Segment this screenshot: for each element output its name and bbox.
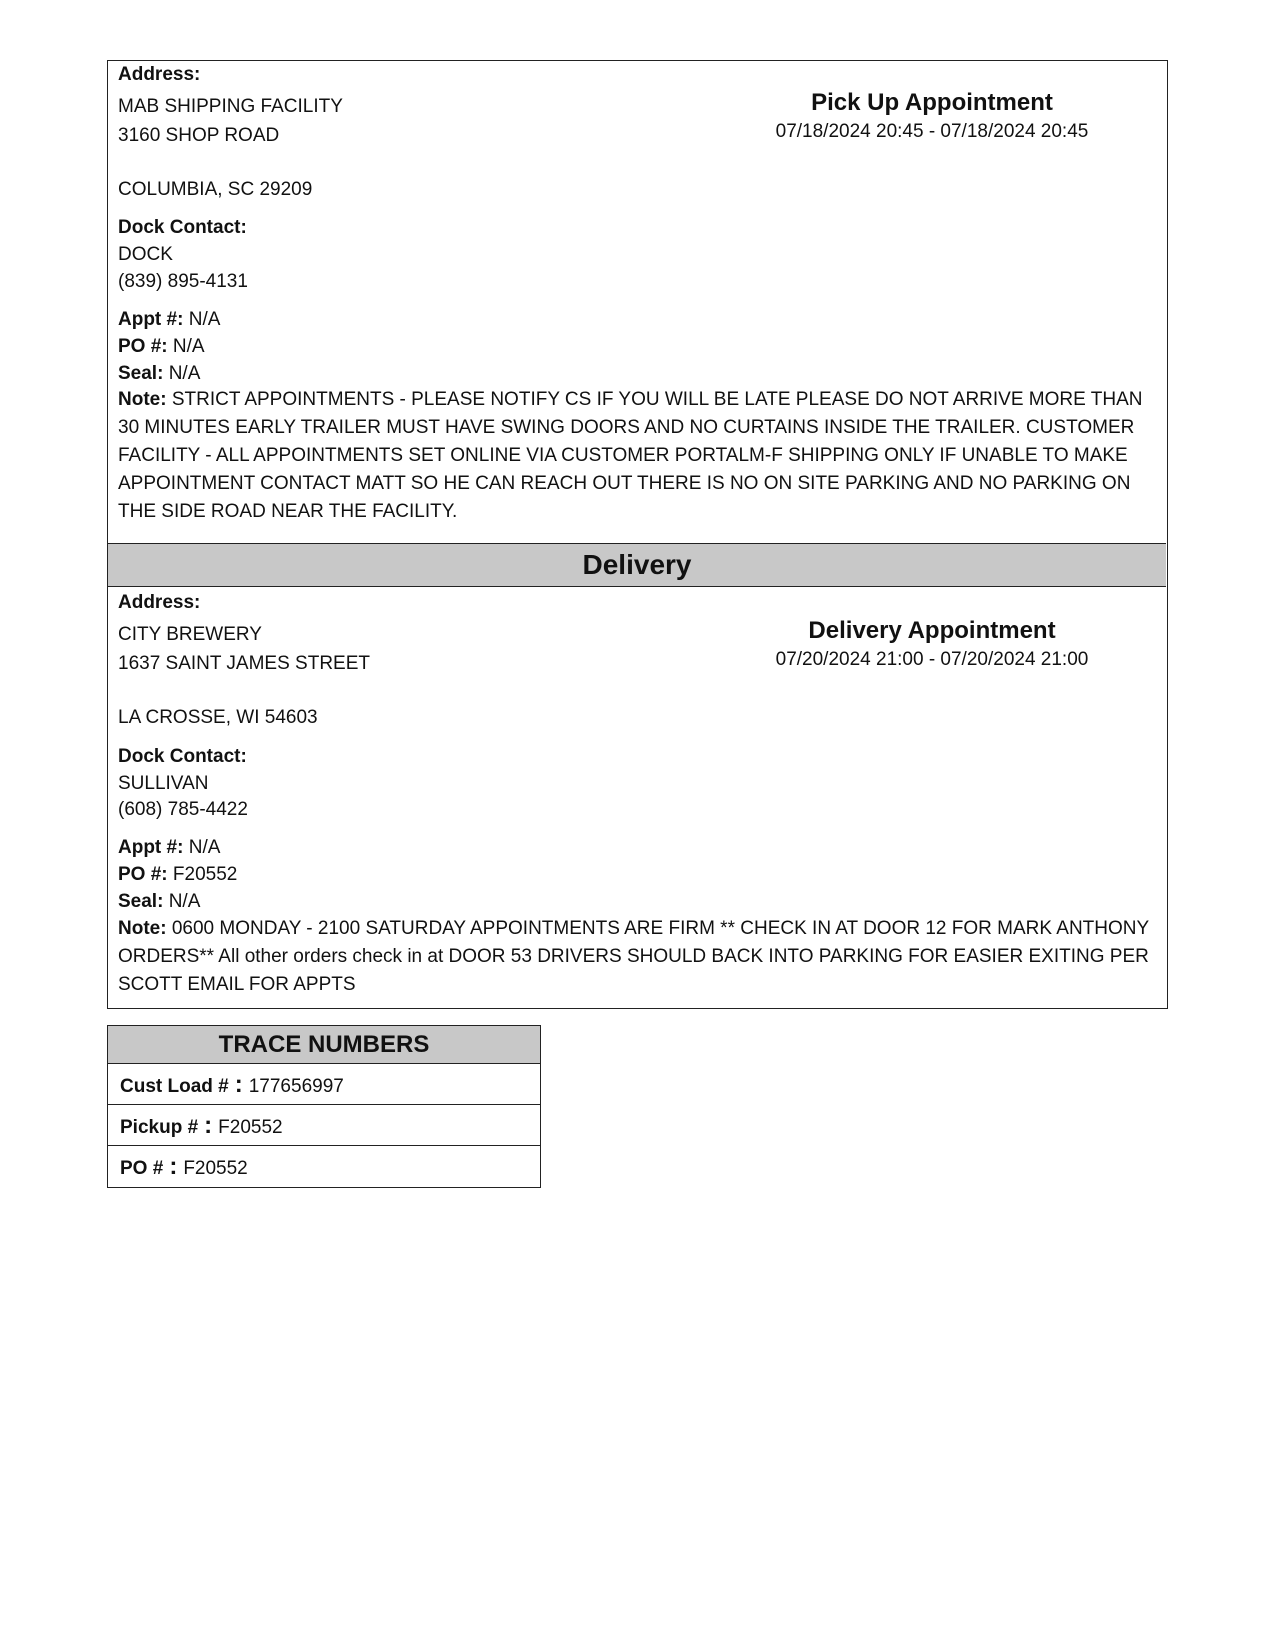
delivery-note (118, 915, 1158, 999)
pickup-appt-number (118, 306, 220, 334)
trace-numbers-table (107, 1025, 541, 1188)
delivery-street: 1637 SAINT JAMES STREET (118, 653, 371, 674)
delivery-po-number (118, 861, 237, 889)
pickup-po-number (118, 333, 205, 361)
trace-row-label: Cust Load # (120, 1076, 229, 1097)
pickup-appointment-range: 07/18/2024 20:45 - 07/18/2024 20:45 (775, 121, 1089, 142)
delivery-dock-contact-phone: (608) 785-4422 (118, 799, 248, 820)
delivery-dock-contact-name: SULLIVAN (118, 773, 209, 794)
pickup-city-state-zip: COLUMBIA, SC 29209 (118, 179, 313, 200)
delivery-appt-value: N/A (188, 837, 221, 858)
pickup-facility-name: MAB SHIPPING FACILITY (118, 96, 343, 117)
pickup-appt-label: Appt #: (118, 309, 184, 330)
trace-row-value: 177656997 (248, 1076, 344, 1097)
delivery-seal-value: N/A (168, 891, 201, 912)
pickup-note-text: STRICT APPOINTMENTS - PLEASE NOTIFY CS IF YOU WILL BE LATE PLEASE DO NOT ARRIVE MORE THAN 30 MINUTES EARLY TRAILER MUST HAVE SWING DOORS AND NO CURTAINS INSIDE THE TRAILER. CUSTOMER FACILITY - ALL APPOINTMENTS SET ONLINE VIA CUSTOMER PORTALM-F SHIPPING ONLY IF UNABLE TO MAKE APPOINTMENT CONTACT MATT SO HE CAN REACH OUT THERE IS NO ON SITE PARKING AND NO PARKING ON THE SIDE ROAD NEAR THE FACILITY. (118, 389, 1143, 522)
delivery-note-label: Note: (118, 918, 167, 939)
delivery-po-value: F20552 (172, 864, 238, 885)
pickup-seal-value: N/A (168, 363, 201, 384)
delivery-seal (118, 888, 200, 916)
delivery-appt-number (118, 834, 220, 862)
table-row (108, 1105, 540, 1146)
delivery-note-text: 0600 MONDAY - 2100 SATURDAY APPOINTMENTS ARE FIRM ** CHECK IN AT DOOR 12 FOR MARK ANTHONY ORDERS** All other orders check in at DOOR 53 DRIVERS SHOULD BACK INTO PARKING FOR EASIER EXITING PER SCOTT EMAIL FOR APPTS (118, 918, 1149, 995)
trace-row-colon: : (204, 1112, 213, 1139)
table-row (108, 1146, 540, 1187)
trace-row-colon: : (169, 1153, 178, 1180)
pickup-street: 3160 SHOP ROAD (118, 125, 280, 146)
pickup-dock-contact-phone: (839) 895-4131 (118, 271, 248, 292)
pickup-dock-contact-name: DOCK (118, 244, 173, 265)
pickup-appointment-title: Pick Up Appointment (811, 89, 1053, 116)
pickup-dock-contact-label: Dock Contact: (118, 217, 247, 238)
delivery-seal-label: Seal: (118, 891, 164, 912)
pickup-address-label: Address: (118, 64, 201, 85)
trace-row-value: F20552 (183, 1158, 248, 1179)
pickup-seal (118, 360, 200, 388)
delivery-section-header: Delivery (108, 543, 1166, 587)
pickup-appt-value: N/A (188, 309, 221, 330)
pickup-note-label: Note: (118, 389, 167, 410)
pickup-po-label: PO #: (118, 336, 168, 357)
trace-row-label: Pickup # (120, 1117, 199, 1138)
trace-row-label: PO # (120, 1158, 164, 1179)
pickup-note (118, 386, 1158, 526)
trace-row-colon: : (234, 1071, 243, 1098)
delivery-appointment-title: Delivery Appointment (808, 617, 1056, 644)
delivery-appointment-range: 07/20/2024 21:00 - 07/20/2024 21:00 (775, 649, 1089, 670)
delivery-city-state-zip: LA CROSSE, WI 54603 (118, 707, 318, 728)
delivery-appt-label: Appt #: (118, 837, 184, 858)
table-row (108, 1064, 540, 1105)
trace-row-value: F20552 (218, 1117, 283, 1138)
delivery-address-label: Address: (118, 592, 201, 613)
pickup-po-value: N/A (172, 336, 205, 357)
trace-numbers-title: TRACE NUMBERS (108, 1026, 540, 1064)
delivery-facility-name: CITY BREWERY (118, 624, 262, 645)
pickup-seal-label: Seal: (118, 363, 164, 384)
delivery-po-label: PO #: (118, 864, 168, 885)
delivery-dock-contact-label: Dock Contact: (118, 746, 247, 767)
shipment-stops-box (107, 60, 1168, 1009)
